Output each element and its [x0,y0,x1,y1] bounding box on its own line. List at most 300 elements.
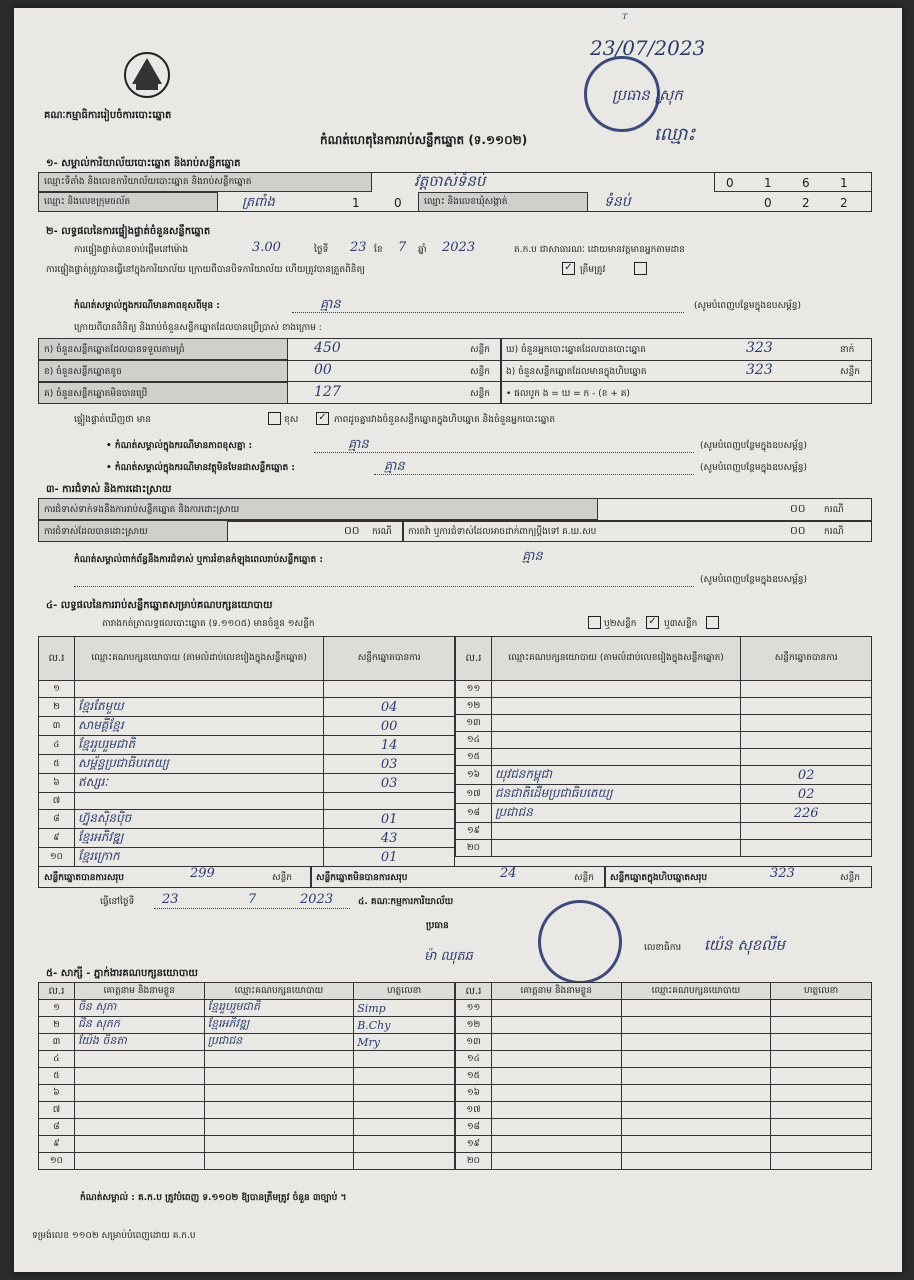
witness-party [621,1034,771,1051]
witness-signature: B.Chy [354,1017,455,1034]
s2-row3-unit: សន្លឹក [470,389,490,399]
party-votes: 43 [324,829,455,848]
table-row [39,736,455,755]
witness-party [621,1136,771,1153]
party-votes: 01 [324,810,455,829]
committee-stamp [538,900,622,984]
table-row [456,1000,872,1017]
party-name: ហ្វ៊ុនស៊ិនប៉ិច [74,810,323,829]
stamp-date: 23/07/2023 [590,36,706,60]
witness-signature [771,1102,872,1119]
party-row-number: ១៨ [456,804,492,823]
party-name [491,749,740,766]
s1-row2-digit-1: 1 [352,196,360,210]
s2-remark-label: កំណត់សម្គាល់ក្នុងករណីមានភាពខុសពីមុន : [74,301,220,311]
s4-secretary-label: លេខាធិការ [644,943,682,953]
witness-name [74,1085,204,1102]
s4-col-party-right: ឈ្មោះគណបក្សនយោបាយ (តាមលំដាប់លេខរៀងក្នុងសន្លឹកឆ្នោត) [491,637,740,681]
witness-row-number: ៨ [39,1119,75,1136]
party-votes [324,793,455,810]
s1-row1-digit-1: 0 [726,176,734,190]
witness-name [491,1000,621,1017]
party-name [491,698,740,715]
party-name: ខ្មែរតែមួយ [74,698,323,717]
party-name: ខ្មែរក្រោក [74,848,323,867]
witness-row-number: ១៦ [456,1085,492,1102]
s3-row1-label: ការជំទាស់ទាក់ទងនឹងការរាប់សន្លឹកឆ្នោត និងការដោះស្រាយ [44,505,240,515]
party-votes [741,840,872,857]
party-name: ប្រជាជន [491,804,740,823]
witness-row-number: ៤ [39,1051,75,1068]
ballot-count-form [14,8,902,1272]
table-row [39,1034,455,1051]
witness-name [491,1034,621,1051]
witness-row-number: ៧ [39,1102,75,1119]
s2-row3-formula: • ផលបូក ង = ឃ = ក - (ខ + គ) [506,389,630,399]
s2-time: 3.00 [252,240,281,255]
s4-checkbox-a[interactable] [586,616,603,629]
s3-fill-note: (សូមបំពេញបន្ថែមក្នុងឧបសម្ព័ន្ធ) [700,575,807,585]
witness-signature [354,1102,455,1119]
s1-row1-digit-4: 1 [840,176,848,190]
s2-row1-unit-b: នាក់ [840,345,855,355]
s2-month-label: ខែ [374,245,383,255]
party-votes [741,823,872,840]
party-votes: 02 [741,766,872,785]
s2-day-label: ថ្ងៃទី [314,245,329,255]
s4-col-no-right: ល.រ [456,637,492,681]
party-row-number: ៦ [39,774,75,793]
s4-secretary-name: យ៉េន សុខលីម [704,936,785,954]
witness-row-number: ១៥ [456,1068,492,1085]
witness-name [491,1068,621,1085]
s4-col-votes-right: សន្លឹកឆ្នោតបានការ [741,637,872,681]
witness-signature [771,1136,872,1153]
party-name [491,715,740,732]
table-row [39,698,455,717]
table-row [456,1051,872,1068]
s4-opt-b: ឬ៣សន្លឹក [664,619,698,629]
witness-row-number: ៦ [39,1085,75,1102]
s4-total-value: 299 [190,866,215,881]
witness-signature [354,1136,455,1153]
table-row [39,1085,455,1102]
table-row [456,840,872,857]
s2-compare-checkbox-2[interactable]: ✓ [314,412,331,425]
s2-row3-label: គ) ចំនួនសន្លឹកឆ្នោតមិនបានប្រើ [44,389,148,399]
s4-chair-name: ម៉ា ឈុតឆ [424,949,473,964]
party-votes: 00 [324,717,455,736]
party-votes: 04 [324,698,455,717]
witness-signature: Mry [354,1034,455,1051]
s2-bullet1-note: (សូមបំពេញបន្ថែមក្នុងឧបសម្ព័ន្ធ) [700,441,807,451]
table-row [456,1085,872,1102]
table-row [39,1136,455,1153]
s5-col-party: ឈ្មោះគណបក្សនយោបាយ [204,983,354,1000]
section2-title: ២- លទ្ធផលនៃការផ្ទៀងផ្ទាត់ចំនួនសន្លឹកឆ្នោត [46,226,211,237]
witness-party [204,1051,354,1068]
witness-signature [771,1034,872,1051]
party-name: ខ្មែរអភិវឌ្ឍ [74,829,323,848]
party-name [491,681,740,698]
table-row [456,1153,872,1170]
s4-date-day: 23 [162,892,179,907]
s2-month: 7 [398,240,407,255]
s4-col-no: ល.រ [39,637,75,681]
table-row [39,1102,455,1119]
s2-row2-unit: សន្លឹក [470,367,490,377]
s5-col-name: គោត្តនាម និងនាមខ្លួន [74,983,204,1000]
title-mark: ឈ្មោះ [654,124,696,145]
s4-total-unit: សន្លឹក [272,873,292,883]
s1-row2b-digit-3: 2 [840,196,848,210]
table-row [39,717,455,736]
s5-col-no-right: ល.រ [456,983,492,1000]
s2-row1-label: ក) ចំនួនសន្លឹកឆ្នោតដែលបានទទួលតាមព្រំ [44,345,185,355]
witness-row-number: ១៤ [456,1051,492,1068]
party-votes [741,732,872,749]
witness-row-number: ៣ [39,1034,75,1051]
org-name: គណៈកម្មាធិការរៀបចំការបោះឆ្នោត [44,110,172,121]
witness-party [204,1068,354,1085]
s2-remark-value: គ្មាន [320,297,341,312]
s2-row3-value: 127 [314,384,341,400]
s4-date-month: 7 [248,892,257,907]
s1-row2-label: ឈ្មោះ និងលេខក្រុមចល័ត [44,197,131,207]
party-votes: 14 [324,736,455,755]
s2-row2-unit-b: សន្លឹក [840,367,860,377]
s5-witness-left [38,982,455,1170]
witness-signature [354,1068,455,1085]
table-row [456,715,872,732]
witness-name [491,1136,621,1153]
s4-checkbox-c[interactable] [704,616,721,629]
party-votes [741,715,872,732]
table-row [39,774,455,793]
party-votes: 03 [324,774,455,793]
s2-bullet1-value: គ្មាន [348,437,369,452]
s1-row1-value: វត្តចាស់ទំនប់ [414,172,486,190]
party-votes: 02 [741,785,872,804]
party-votes: 01 [324,848,455,867]
witness-name: ជិន សុភក [74,1017,204,1034]
party-row-number: ១២ [456,698,492,715]
s5-witness-right [455,982,872,1170]
witness-signature [771,1000,872,1017]
s3-row2-unit: ករណី [372,527,392,537]
s1-row2b-digit-1: 0 [764,196,772,210]
table-row [456,785,872,804]
table-row [39,810,455,829]
table-row [39,1153,455,1170]
party-row-number: ៥ [39,755,75,774]
stamp-header-note: ᵀ [622,12,628,27]
table-row [456,1034,872,1051]
witness-name [74,1068,204,1085]
party-votes [324,681,455,698]
witness-name: ចិន សុភា [74,1000,204,1017]
s2-compare-line: ផ្ទៀងផ្ទាត់ឃើញថា មាន [74,415,151,425]
form-title: កំណត់ហេតុនៃការរាប់សន្លឹកឆ្នោត (ទ.១១០២) [320,133,528,147]
witness-party [204,1085,354,1102]
s3-row2-mid: ការតវ៉ា ឬការជំទាស់ដែលអាចដាក់ពាក្យប្ដឹងទៅ គ.ឃ.សប [408,527,597,537]
s4-committee: ៤. គណៈកម្មការការិយាល័យ [358,897,454,907]
party-name [491,823,740,840]
party-row-number: ១០ [39,848,75,867]
footer-note: កំណត់សម្គាល់ : គ.ក.ប ត្រូវបំពេញ ទ.១១០២ ឱ្យបានត្រឹមត្រូវ ចំនួន ៣ច្បាប់ ។ [80,1193,347,1203]
witness-name [491,1051,621,1068]
table-row [39,829,455,848]
witness-name [74,1119,204,1136]
s3-row2-unit-b: ករណី [824,527,844,537]
s2-row1-unit: សន្លឹក [470,345,490,355]
witness-party [621,1119,771,1136]
table-row [39,1068,455,1085]
table-row [456,1102,872,1119]
table-row [456,749,872,766]
party-name: សាមគ្គីខ្មែរ [74,717,323,736]
s4-col-party: ឈ្មោះគណបក្សនយោបាយ (តាមលំដាប់លេខរៀងក្នុងសន្លឹកឆ្នោត) [74,637,323,681]
s4-col-votes: សន្លឹកឆ្នោតបានការ [324,637,455,681]
witness-signature [771,1153,872,1170]
s2-row1-value-b: 323 [746,340,773,356]
party-name: យុវជនកម្ពុជា [491,766,740,785]
s1-row1-digits [714,172,872,192]
party-name [491,732,740,749]
witness-signature [771,1119,872,1136]
s4-box-total-label: សន្លឹកឆ្នោតក្នុងហិបឆ្នោតសរុប [610,873,708,883]
witness-name [491,1119,621,1136]
s4-results-left [38,636,455,867]
witness-signature [771,1085,872,1102]
s2-row1-label-b: ឃ) ចំនួនអ្នកបោះឆ្នោតដែលបានបោះឆ្នោត [506,345,646,355]
s3-row1-unit: ករណី [824,505,844,515]
witness-party [621,1017,771,1034]
witness-signature: Simp [354,1000,455,1017]
table-row [39,848,455,867]
s2-fill-note: (សូមបំពេញបន្ថែមក្នុងឧបសម្ព័ន្ធ) [694,301,801,311]
witness-party [621,1051,771,1068]
table-row [39,755,455,774]
s1-row1-digit-2: 1 [764,176,772,190]
s4-date-year: 2023 [300,892,334,907]
witness-party [204,1102,354,1119]
s2-compare-opt2: ភាពដូចគ្នារវាងចំនួនសន្លឹកឆ្នោតក្នុងហិបឆ្នោត និងចំនួនអ្នកបោះឆ្នោត [334,415,556,425]
table-row [39,1000,455,1017]
s4-opt-a: ឬ២សន្លឹក [604,619,637,629]
table-row [456,1119,872,1136]
s4-box-total-unit: សន្លឹក [840,873,860,883]
witness-signature [771,1017,872,1034]
s2-bullet1-label: • កំណត់សម្គាល់ក្នុងករណីមានភាពខុសគ្នា : [106,441,253,451]
s1-row2-digit-2: 0 [394,196,402,210]
table-row [456,732,872,749]
s2-row2-value: 00 [314,362,332,378]
party-name: សម្ព័ន្ធប្រជាធិបតេយ្យ [74,755,323,774]
party-row-number: ១៧ [456,785,492,804]
s4-chair-label: ប្រធាន [426,921,449,931]
party-row-number: ១៦ [456,766,492,785]
witness-name [491,1102,621,1119]
table-row [39,1051,455,1068]
table-row [456,1068,872,1085]
witness-name [74,1051,204,1068]
party-votes: 03 [324,755,455,774]
s4-invalid-label: សន្លឹកឆ្នោតមិនបានការសរុប [316,873,408,883]
witness-party [621,1102,771,1119]
party-row-number: ៩ [39,829,75,848]
table-row [456,823,872,840]
witness-signature [354,1119,455,1136]
s4-box-total-value: 323 [770,866,795,881]
party-name: ជនជាតិដើមប្រជាធិបតេយ្យ [491,785,740,804]
witness-name [74,1136,204,1153]
s3-remark-value: គ្មាន [522,549,543,564]
witness-row-number: ១១ [456,1000,492,1017]
s2-row2-label: ខ) ចំនួនសន្លឹកឆ្នោតខូច [44,367,122,377]
s5-col-name-right: គោត្តនាម និងនាមខ្លួន [491,983,621,1000]
party-row-number: ១៣ [456,715,492,732]
nec-emblem-icon [122,50,172,100]
witness-signature [354,1085,455,1102]
s2-compare-checkbox-1[interactable] [266,412,283,425]
table-row [39,681,455,698]
witness-row-number: ១០ [39,1153,75,1170]
stamp-note: ប្រធាន ស្រុក [612,86,683,104]
party-name [74,793,323,810]
s2-check-yes-label: ត្រឹមត្រូវ [580,265,606,275]
s2-checkbox-yes[interactable]: ✓ [560,262,577,275]
party-row-number: ៧ [39,793,75,810]
s4-total-label: សន្លឹកឆ្នោតបានការសរុប [44,873,124,883]
s3-row2-label: ការជំទាស់ដែលបានដោះស្រាយ [44,527,148,537]
witness-signature [354,1153,455,1170]
s4-totals-row [38,866,872,888]
witness-party [621,1153,771,1170]
table-row [39,1119,455,1136]
s1-row1-label: ឈ្មោះទីតាំង និងលេខការិយាល័យបោះឆ្នោត និងរាប់សន្លឹកឆ្នោត [44,177,252,187]
witness-row-number: ២ [39,1017,75,1034]
s3-row2-value-b: ០០ [790,524,806,537]
witness-row-number: ៥ [39,1068,75,1085]
party-row-number: ២ [39,698,75,717]
s2-year-label: ឆ្នាំ [418,245,427,255]
s2-bullet2-value: គ្មាន [384,459,405,474]
party-name [491,840,740,857]
s3-remark-label: កំណត់សម្គាល់ពាក់ព័ន្ធនឹងការជំទាស់ ឬការរំខានកំឡុងពេលរាប់សន្លឹកឆ្នោត : [74,555,323,565]
s4-date-label: ធ្វើនៅថ្ងៃទី [100,897,135,907]
s3-row1-value: ០០ [790,502,806,515]
witness-party [621,1000,771,1017]
table-row [456,681,872,698]
party-name: ឥស្សរៈ [74,774,323,793]
party-row-number: ៤ [39,736,75,755]
s2-row2-label-b: ង) ចំនួនសន្លឹកឆ្នោតដែលមានក្នុងហិបឆ្នោត [506,367,647,377]
table-row [39,1017,455,1034]
witness-party: ខ្មែររួបរួមជាតិ [204,1000,354,1017]
witness-row-number: ១៣ [456,1034,492,1051]
section3-title: ៣- ការជំទាស់ និងការដោះស្រាយ [46,484,172,495]
witness-party [204,1153,354,1170]
witness-row-number: ១២ [456,1017,492,1034]
s1-row2b-value: ទំនប់ [604,194,631,210]
s5-col-sign-right: ហត្ថលេខា [771,983,872,1000]
witness-row-number: ២០ [456,1153,492,1170]
s4-invalid-value: 24 [500,866,517,881]
table-row [456,698,872,715]
witness-name: យ៉ែង ចិនតា [74,1034,204,1051]
s2-time-prefix: ការផ្ទៀងផ្ទាត់បានចាប់ផ្ដើមនៅម៉ោង [74,245,189,255]
witness-signature [771,1051,872,1068]
witness-signature [354,1051,455,1068]
s2-compare-opt1: ខុស [284,415,299,425]
s2-row1-value: 450 [314,340,341,356]
witness-name [491,1085,621,1102]
s2-bullet2-note: (សូមបំពេញបន្ថែមក្នុងឧបសម្ព័ន្ធ) [700,463,807,473]
table-row [456,1017,872,1034]
party-votes [741,681,872,698]
s2-year: 2023 [442,240,476,255]
witness-name [74,1102,204,1119]
s1-row1-digit-3: 6 [802,176,810,190]
witness-party [204,1119,354,1136]
party-votes [741,698,872,715]
witness-party [621,1085,771,1102]
party-votes [741,749,872,766]
s2-checkbox-no[interactable] [632,262,649,275]
table-row [456,766,872,785]
witness-row-number: ១៨ [456,1119,492,1136]
s2-table-intro: ក្រោយពីបានពិនិត្យ និងរាប់ចំនួនសន្លឹកឆ្នោតដែលបានប្រើប្រាស់ ខាងក្រោម : [74,323,322,333]
party-name [74,681,323,698]
witness-row-number: ៩ [39,1136,75,1153]
witness-party [204,1136,354,1153]
s3-row2-value: ០០ [344,524,360,537]
witness-party [621,1068,771,1085]
s2-line2: ការផ្ទៀងផ្ទាត់ត្រូវបានធ្វើនៅក្នុងការិយាល័យ ក្រោយពីបានបិទការិយាល័យ ហើយត្រូវបានត្រួតពិនិត្យ [46,265,365,275]
s2-time-suffix: ត.ក.ប ជាសាធារណៈ ដោយមានវត្តមានអ្នកតាមដាន [514,245,685,255]
party-row-number: ១៤ [456,732,492,749]
table-row [39,793,455,810]
table-row [456,804,872,823]
section5-title: ៥- សាក្សី - ភ្នាក់ងារគណបក្សនយោបាយ [46,968,198,979]
s4-invalid-unit: សន្លឹក [574,873,594,883]
section4-title: ៤- លទ្ធផលនៃការរាប់សន្លឹកឆ្នោតសម្រាប់គណបក្សនយោបាយ [46,600,273,611]
witness-party: ខ្មែរអភិវឌ្ឍ [204,1017,354,1034]
s2-bullet2-label: • កំណត់សម្គាល់ក្នុងករណីមានវត្ថុមិនមែនជាសន្លឹកឆ្នោត : [106,463,295,473]
s2-day: 23 [350,240,367,255]
s2-row2-value-b: 323 [746,362,773,378]
s1-row2b-label: ឈ្មោះ និងលេខឃុំសង្កាត់ [424,197,508,207]
section1-title: ១- សម្គាល់ការិយាល័យបោះឆ្នោត និងរាប់សន្លឹកឆ្នោត [46,158,241,169]
witness-signature [771,1068,872,1085]
s5-col-sign: ហត្ថលេខា [354,983,455,1000]
witness-row-number: ១៩ [456,1136,492,1153]
party-name: ខ្មែររួបរួមជាតិ [74,736,323,755]
s4-checkbox-b[interactable]: ✓ [644,616,661,629]
s5-col-no: ល.រ [39,983,75,1000]
s4-results-right [455,636,872,857]
witness-name [491,1017,621,1034]
witness-party: ប្រជាជន [204,1034,354,1051]
s5-col-party-right: ឈ្មោះគណបក្សនយោបាយ [621,983,771,1000]
party-row-number: ២០ [456,840,492,857]
party-row-number: ៣ [39,717,75,736]
s1-row2-value: ត្រពាំង [242,195,275,210]
s4-intro: តារាងកត់ត្រាលទ្ធផលបោះឆ្នោត (ទ.១១០៥) មានចំនួន ១សន្លឹក [102,619,315,629]
party-row-number: ១១ [456,681,492,698]
party-row-number: ១៩ [456,823,492,840]
